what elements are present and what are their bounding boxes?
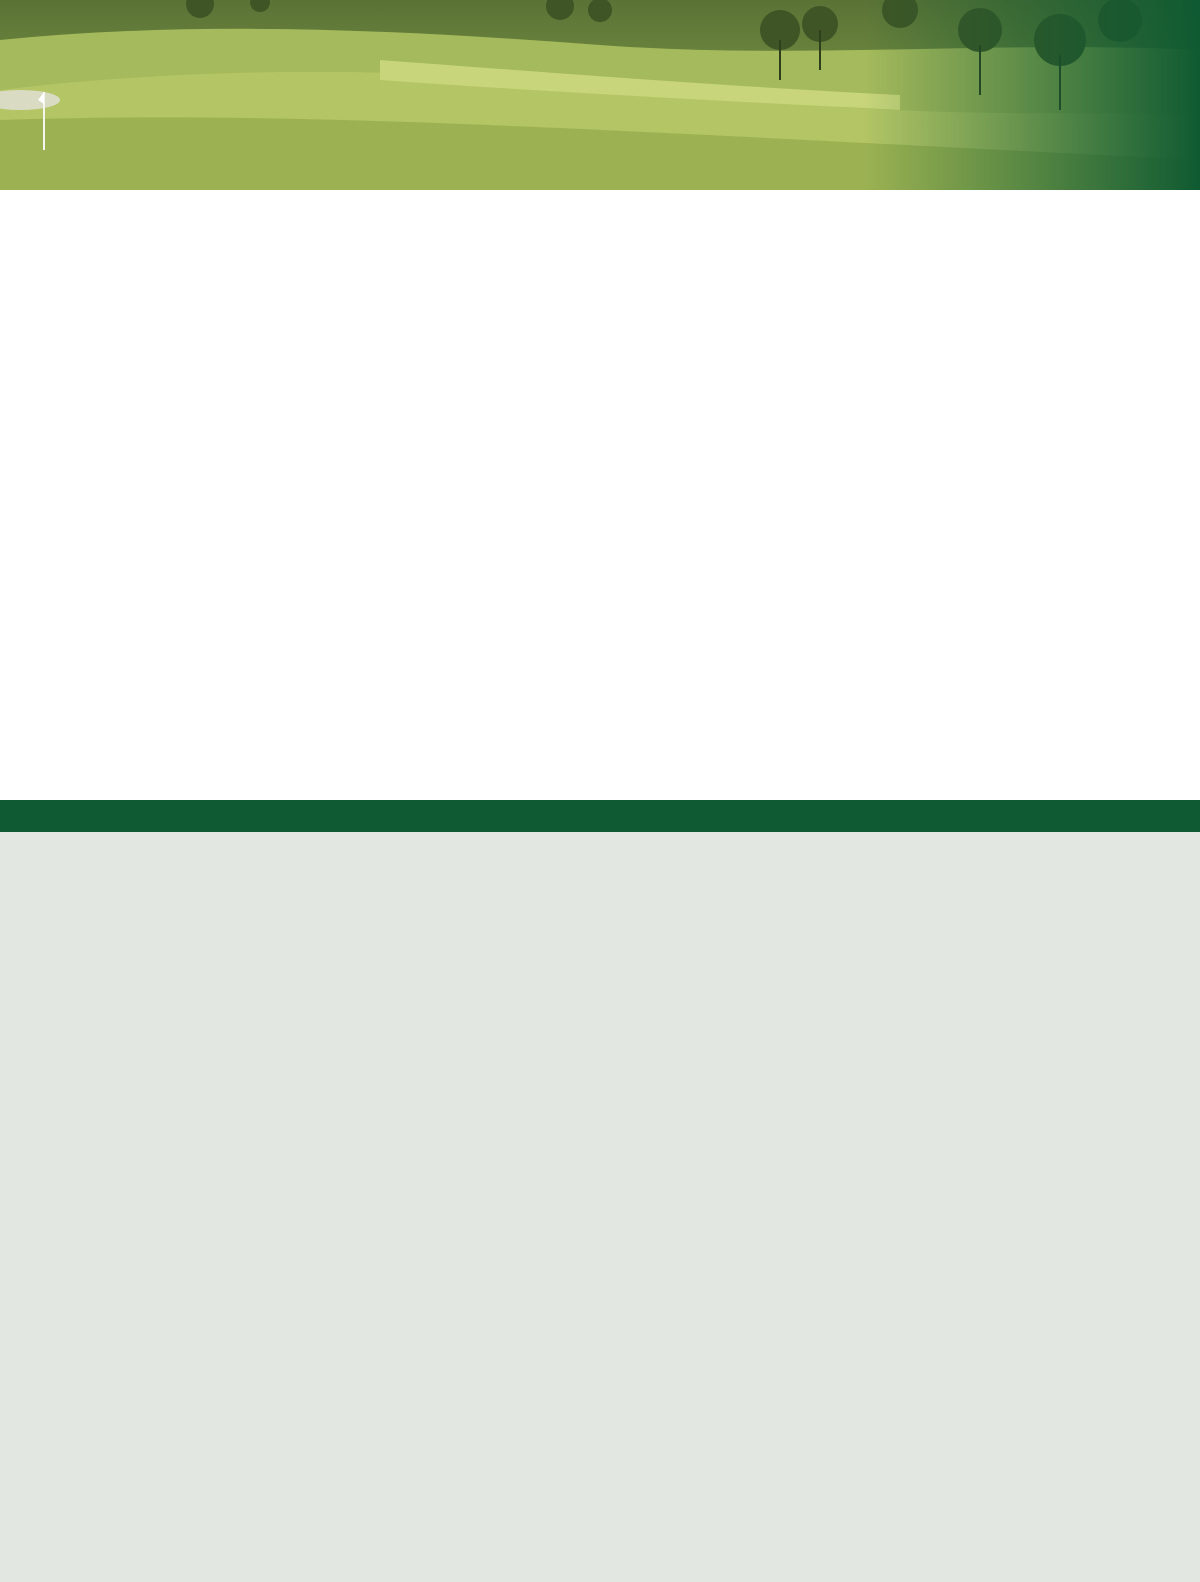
members-list-top <box>0 190 1200 800</box>
golf-course-photo <box>0 0 1200 190</box>
members-51-plus-section <box>0 800 1200 1582</box>
golf-course-illustration <box>0 0 1200 190</box>
section-band <box>0 800 1200 832</box>
